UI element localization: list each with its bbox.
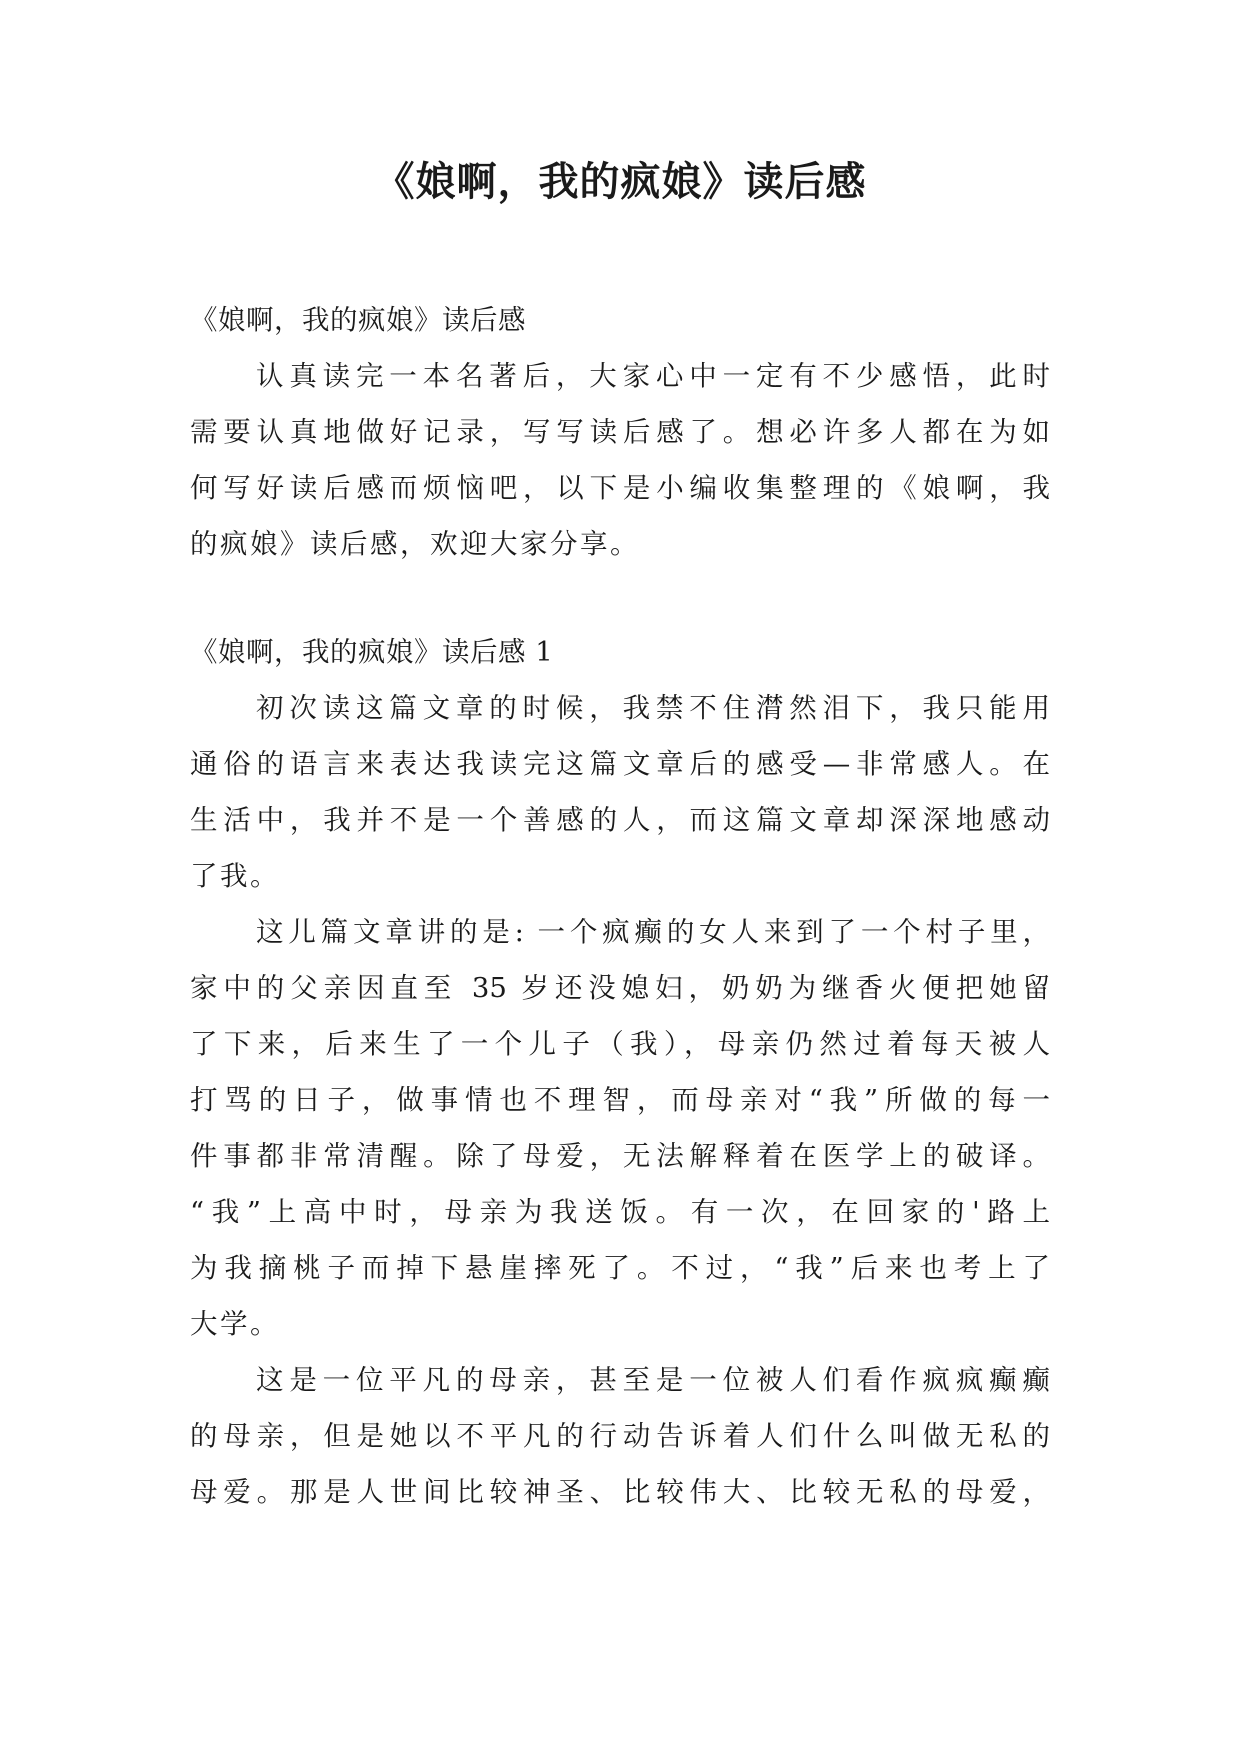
text-line: 初次读这篇文章的时候，我禁不住潸然泪下，我只能用 [256, 692, 1050, 724]
text-line: 家中的父亲因直至 35 岁还没媳妇，奶奶为继香火便把她留 [190, 972, 1050, 1004]
text-line: 件事都非常清醒。除了母爱，无法解释着在医学上的破译。 [190, 1140, 1050, 1172]
text-line: 了下来，后来生了一个儿子（我），母亲仍然过着每天被人 [190, 1028, 1050, 1060]
text-line: 通俗的语言来表达我读完这篇文章后的感受—非常感人。在 [190, 748, 1050, 780]
text-line: 母爱。那是人世间比较神圣、比较伟大、比较无私的母爱， [190, 1476, 1050, 1508]
text-line: 了我。 [190, 860, 280, 892]
intro-paragraph [190, 348, 1050, 572]
text-line: 认真读完一本名著后，大家心中一定有不少感悟，此时 [256, 360, 1050, 392]
text-line: “我”上高中时，母亲为我送饭。有一次，在回家的'路上 [190, 1196, 1050, 1228]
text-line: 需要认真地做好记录，写写读后感了。想必许多人都在为如 [190, 416, 1050, 448]
text-line: 大学。 [190, 1308, 280, 1340]
text-line: 生活中，我并不是一个善感的人，而这篇文章却深深地感动 [190, 804, 1050, 836]
text-line: 这儿篇文章讲的是: 一个疯癫的女人来到了一个村子里， [256, 916, 1050, 948]
document-body [190, 292, 1050, 1520]
text-line: 打骂的日子，做事情也不理智，而母亲对“我”所做的每一 [190, 1084, 1050, 1116]
section1-paragraph-2 [190, 904, 1050, 1352]
section1-heading: 《娘啊，我的疯娘》读后感 1 [190, 636, 554, 668]
text-line: 的母亲，但是她以不平凡的行动告诉着人们什么叫做无私的 [190, 1420, 1050, 1452]
section1-paragraph-3 [190, 1352, 1050, 1520]
intro-heading: 《娘啊，我的疯娘》读后感 [190, 304, 526, 336]
text-line: 这是一位平凡的母亲，甚至是一位被人们看作疯疯癫癫 [256, 1364, 1050, 1396]
section1-paragraph-1 [190, 680, 1050, 904]
document-title: 《娘啊，我的疯娘》读后感 [374, 159, 867, 205]
section-spacer [190, 572, 1050, 624]
text-line: 何写好读后感而烦恼吧，以下是小编收集整理的《娘啊，我 [190, 472, 1050, 504]
text-line: 的疯娘》读后感，欢迎大家分享。 [190, 528, 640, 560]
text-line: 为我摘桃子而掉下悬崖摔死了。不过，“我”后来也考上了 [190, 1252, 1050, 1284]
